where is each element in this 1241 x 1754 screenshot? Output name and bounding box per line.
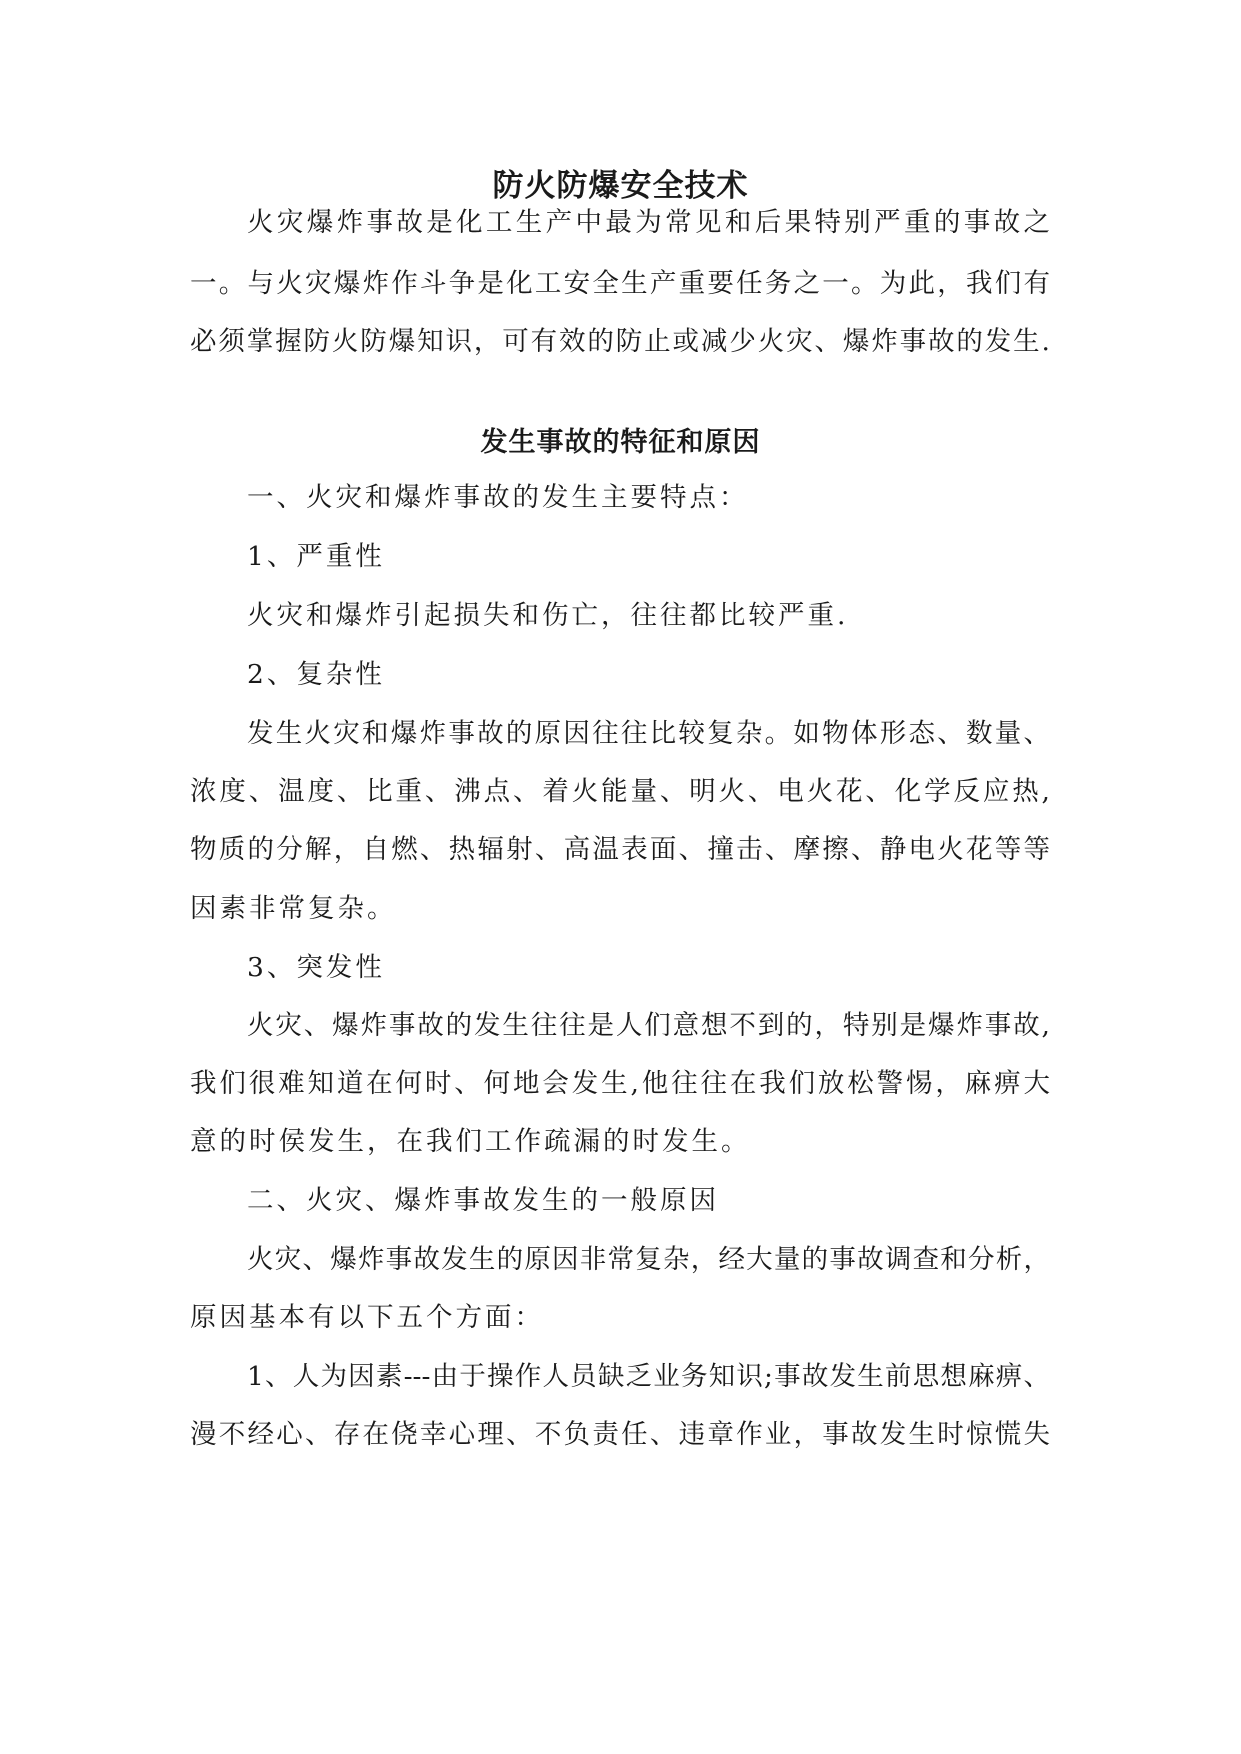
paragraph-line: 火灾和爆炸引起损失和伤亡，往往都比较严重. [247,600,849,631]
paragraph-line: 1、人为因素---由于操作人员缺乏业务知识;事故发生前思想麻痹、 [247,1361,1050,1392]
paragraph-line: 因素非常复杂。 [190,893,397,924]
document-title: 防火防爆安全技术 [492,168,749,204]
paragraph-line: 火灾爆炸事故是化工生产中最为常见和后果特别严重的事故之 [247,207,1050,238]
list-heading: 二、火灾、爆炸事故发生的一般原因 [247,1185,719,1216]
paragraph-line: 原因基本有以下五个方面： [190,1302,544,1333]
list-item-heading: 2、复杂性 [247,659,385,690]
paragraph-line: 火灾、爆炸事故的发生往往是人们意想不到的，特别是爆炸事故, [247,1010,1050,1041]
paragraph-line: 必须掌握防火防爆知识，可有效的防止或减少火灾、爆炸事故的发生. [190,326,1050,357]
paragraph-line: 火灾、爆炸事故发生的原因非常复杂，经大量的事故调查和分析， [247,1244,1050,1275]
paragraph-line: 漫不经心、存在侥幸心理、不负责任、违章作业，事故发生时惊慌失 [190,1419,1050,1450]
list-item-heading: 3、突发性 [247,952,385,983]
paragraph-line: 浓度、温度、比重、沸点、着火能量、明火、电火花、化学反应热, [190,776,1050,807]
section-heading: 发生事故的特征和原因 [480,427,761,458]
paragraph-line: 物质的分解，自燃、热辐射、高温表面、撞击、摩擦、静电火花等等 [190,834,1050,865]
list-item-heading: 1、严重性 [247,541,385,572]
paragraph-line: 发生火灾和爆炸事故的原因往往比较复杂。如物体形态、数量、 [247,718,1050,749]
paragraph-line: 意的时侯发生，在我们工作疏漏的时发生。 [190,1126,751,1157]
paragraph-line: 一。与火灾爆炸作斗争是化工安全生产重要任务之一。为此，我们有 [190,268,1050,299]
paragraph-line: 我们很难知道在何时、何地会发生,他往往在我们放松警惕，麻痹大 [190,1068,1050,1099]
list-heading: 一、火灾和爆炸事故的发生主要特点： [247,482,749,513]
